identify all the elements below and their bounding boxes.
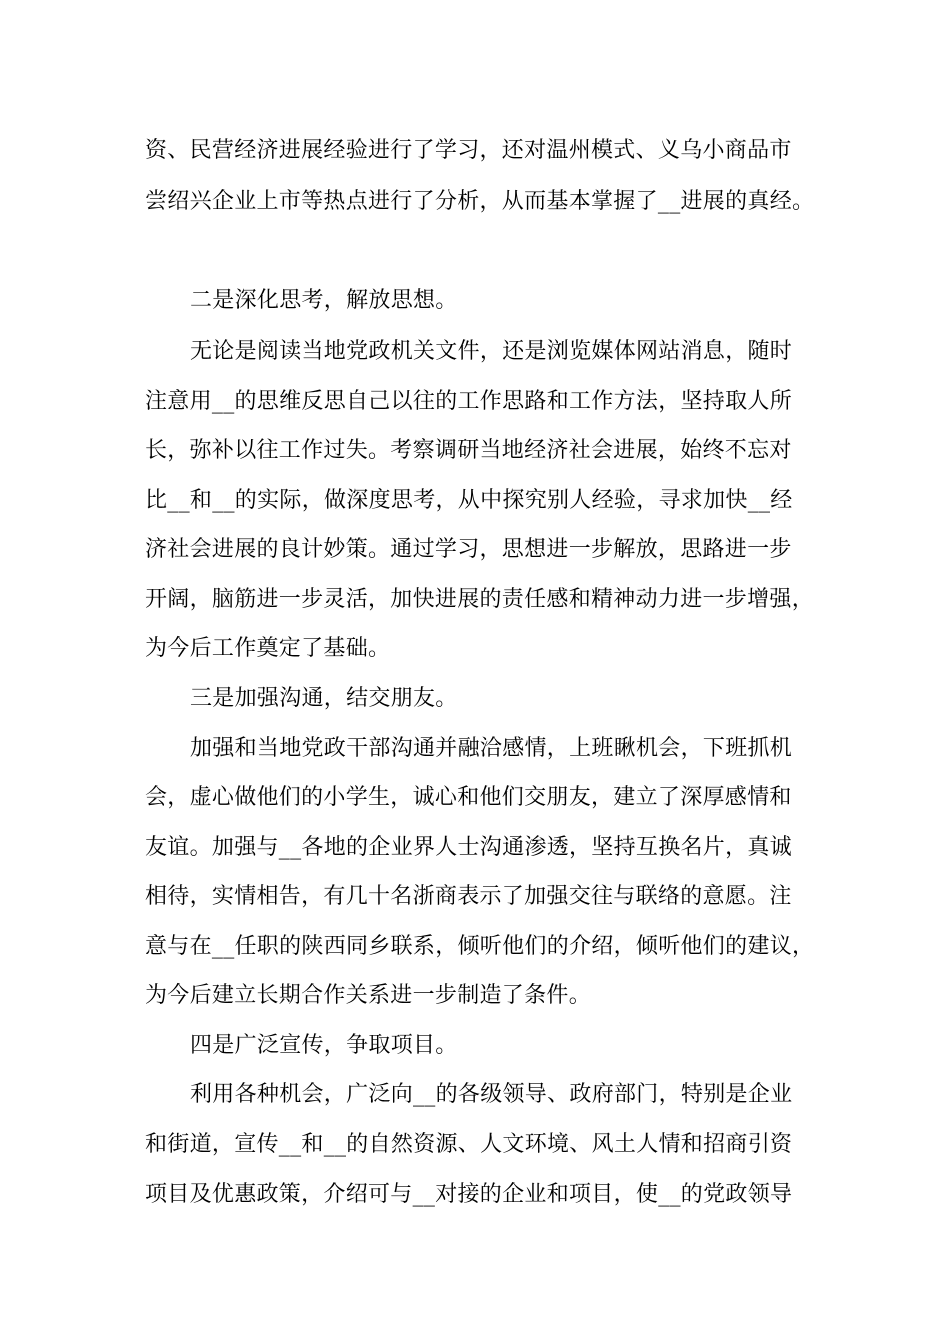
section-heading: 二是深化思考，解放思想。 [190, 288, 458, 313]
text-line: 开阔，脑筋进一步灵活，加快进展的责任感和精神动力进一步增强， [145, 587, 815, 612]
text-line: 为今后建立长期合作关系进一步制造了条件。 [145, 983, 592, 1008]
text-line: 和街道，宣传__和__的自然资源、人文环境、风土人情和招商引资 [145, 1132, 793, 1157]
text-line: 资、民营经济进展经验进行了学习，还对温州模式、义乌小商品市 [145, 138, 792, 163]
text-line: 相待，实情相告，有几十名浙商表示了加强交往与联络的意愿。注 [145, 884, 792, 909]
text-line: 无论是阅读当地党政机关文件，还是浏览媒体网站消息，随时 [190, 339, 793, 364]
text-line: 比__和__的实际，做深度思考，从中探究别人经验，寻求加快__经 [145, 488, 793, 513]
text-line: 长，弥补以往工作过失。考察调研当地经济社会进展，始终不忘对 [145, 438, 792, 463]
text-line: 济社会进展的良计妙策。通过学习，思想进一步解放，思路进一步 [145, 537, 792, 562]
text-line: 项目及优惠政策，介绍可与__对接的企业和项目，使__的党政领导 [145, 1182, 793, 1207]
text-line: 注意用__的思维反思自己以往的工作思路和工作方法，坚持取人所 [145, 389, 793, 414]
text-line: 加强和当地党政干部沟通并融洽感情，上班瞅机会，下班抓机 [190, 736, 793, 761]
text-line: 尝绍兴企业上市等热点进行了分析，从而基本掌握了__进展的真经。 [145, 189, 815, 214]
text-line: 意与在__任职的陕西同乡联系，倾听他们的介绍，倾听他们的建议， [145, 934, 815, 959]
section-heading: 三是加强沟通，结交朋友。 [190, 686, 458, 711]
text-line: 为今后工作奠定了基础。 [145, 636, 391, 661]
section-heading: 四是广泛宣传，争取项目。 [190, 1033, 458, 1058]
text-line: 友谊。加强与__各地的企业界人士沟通渗透，坚持互换名片，真诚 [145, 835, 793, 860]
text-line: 利用各种机会，广泛向__的各级领导、政府部门，特别是企业 [190, 1082, 793, 1107]
text-line: 会，虚心做他们的小学生，诚心和他们交朋友，建立了深厚感情和 [145, 785, 792, 810]
